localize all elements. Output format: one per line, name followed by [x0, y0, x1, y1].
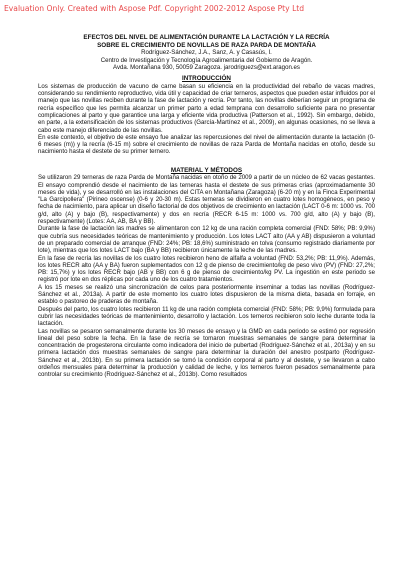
- title-line-2: SOBRE EL CRECIMIENTO DE NOVILLAS DE RAZA PARDA DE MONTAÑA: [97, 41, 316, 49]
- affiliation: Centro de Investigación y Tecnología Agroalimentaria del Gobierno de Aragón.: [100, 56, 313, 64]
- section-gap: [38, 156, 375, 163]
- address: Avda. Montañana 930, 50059 Zaragoza. jarodriguezs@ext.aragon.es: [113, 64, 300, 71]
- methods-paragraph-4: A los 15 meses se realizó una sincronización de celos para posteriormente inseminar a todas las novillas (Rodríguez-Sánchez et al., 2013a). A partir de este momento los cuatro lotes dispusieron de la misma dieta, basada en forraje, en establo o pastoreo de praderas de montaña.: [38, 283, 375, 306]
- methods-paragraph-5: Después del parto, los cuatro lotes recibieron 11 kg de una ración completa comercial (FND: 58%; PB: 9,9%) formulada para cubrir las necesidades teóricas de mantenimiento, desarrollo y lactación. Los terneros recibieron solo leche durante toda la lactación.: [38, 305, 375, 328]
- intro-paragraph-2: En este contexto, el objetivo de este ensayo fue analizar las repercusiones del nivel de alimentación durante la lactación (0-6 meses (m)) y la recría (6-15 m) sobre el crecimiento de novillas de raza Parda de Montaña nacidas en otoño, desde su nacimiento hasta el destete de su primer ternero.: [38, 133, 375, 156]
- intro-paragraph-1: Los sistemas de producción de vacuno de carne basan su eficiencia en la productividad del rebaño de vacas madres, considerando su rendimiento reproductivo, vida útil y capacidad de criar terneros, aspectos que pueden estar influidos por el manejo que las novillas reciben durante la fase de lactación y recría. Por tanto, las novillas deberían seguir un programa de recría específico que les permita alcanzar un primer parto a edad temprana con desarrollo suficiente para no presentar complicaciones al parto y que garantice una larga y eficiente vida productiva (Patterson et al., 1992). Sin embargo, debido, en parte, a la extensificación de los sistemas productivos (García-Martínez et al., 2009), en algunas ocasiones, no se lleva a cabo este manejo diferenciado de las novillas.: [38, 82, 375, 134]
- evaluation-watermark: Evaluation Only. Created with Aspose Pdf. Copyright 2002-2012 Aspose Pty Ltd: [4, 4, 305, 13]
- title-line-1: EFECTOS DEL NIVEL DE ALIMENTACIÓN DURANTE LA LACTACIÓN Y LA RECRÍA: [83, 34, 330, 41]
- intro-heading: INTRODUCCIÓN: [182, 75, 231, 83]
- methods-paragraph-3: En la fase de recría las novillas de los cuatro lotes recibieron heno de alfalfa a voluntad (FND: 53,2%; PB: 11,9%). Además, los lotes RECR alto (AA y BA) fueron suplementados con 12 g de pienso de crecimiento/kg de peso vivo (PV) (FND: 27,2%; PB: 15,7%) y los lotes RECR bajo (AB y BB) con 6 g de pienso de crecimiento/kg PV. La ingestión en este periodo se registró por lote en dos réplicas por cada uno de los cuatro tratamientos.: [38, 254, 375, 284]
- article-body: [38, 34, 375, 379]
- article-title: [38, 34, 375, 49]
- methods-paragraph-6: Las novillas se pesaron semanalmente durante los 30 meses de ensayo y la GMD en cada periodo se estimó por regresión lineal del peso sobre la fecha. En la fase de recría se tomaron muestras semanales de sangre para determinar la concentración de progesterona circulante como indicadora del inicio de pubertad (Rodríguez-Sánchez et al., 2013a) y en su primera lactación dos muestras semanales de sangre para determinar la duración del anestro postparto (Rodríguez-Sánchez et al., 2013b). En su primera lactación se tomó la condición corporal al parto y al destete, y se llevaron a cabo ordeños mensuales para determinar la producción y calidad de leche, y los terneros fueron pesados semanalmente para controlar su crecimiento (Rodríguez-Sánchez et al., 2013b). Como resultados: [38, 327, 375, 379]
- authors: Rodríguez-Sánchez, J.A., Sanz, A. y Casasús, I.: [141, 49, 272, 57]
- methods-heading: MATERIAL Y MÉTODOS: [170, 166, 243, 174]
- methods-paragraph-2: Durante la fase de lactación las madres se alimentaron con 12 kg de una ración completa comercial (FND: 58%; PB: 9,9%) que cubría sus necesidades teóricas de mantenimiento y producción. Los lotes LACT alto (AA y AB) dispusieron a voluntad de un preparado comercial de arranque (FND: 24%; PB: 18,6%) suministrado en tolva (consumo registrado diariamente por lote), mientras que los lotes LACT bajo (BA y BB) recibieron únicamente la leche de las madres.: [38, 225, 375, 255]
- methods-paragraph-1: Se utilizaron 29 terneras de raza Parda de Montaña nacidas en otoño de 2009 a partir de un núcleo de 62 vacas gestantes. El ensayo comprendió desde el nacimiento de las terneras hasta el destete de sus primeras crías (aproximadamente 30 meses de vida), y se desarrolló en las instalaciones del CITA en Montañana (Zaragoza) (6-20 m) y en la Finca Experimental "La Garcipollera" (Pirineo oscense) (0-6 y 20-30 m). Estas terneras se dividieron en cuatro lotes homogéneos, en peso y fecha de nacimiento, para aplicar un diseño factorial de dos objetivos de crecimiento en lactación (LACT 0-6 m: 1000 vs. 700 g/d, alto (A) y bajo (B), respectivamente) y dos en recría (RECR 6-15 m: 1000 vs. 700 g/d, alto (A) y bajo (B), respectivamente) (Lotes: AA, AB, BA y BB).: [38, 174, 375, 226]
